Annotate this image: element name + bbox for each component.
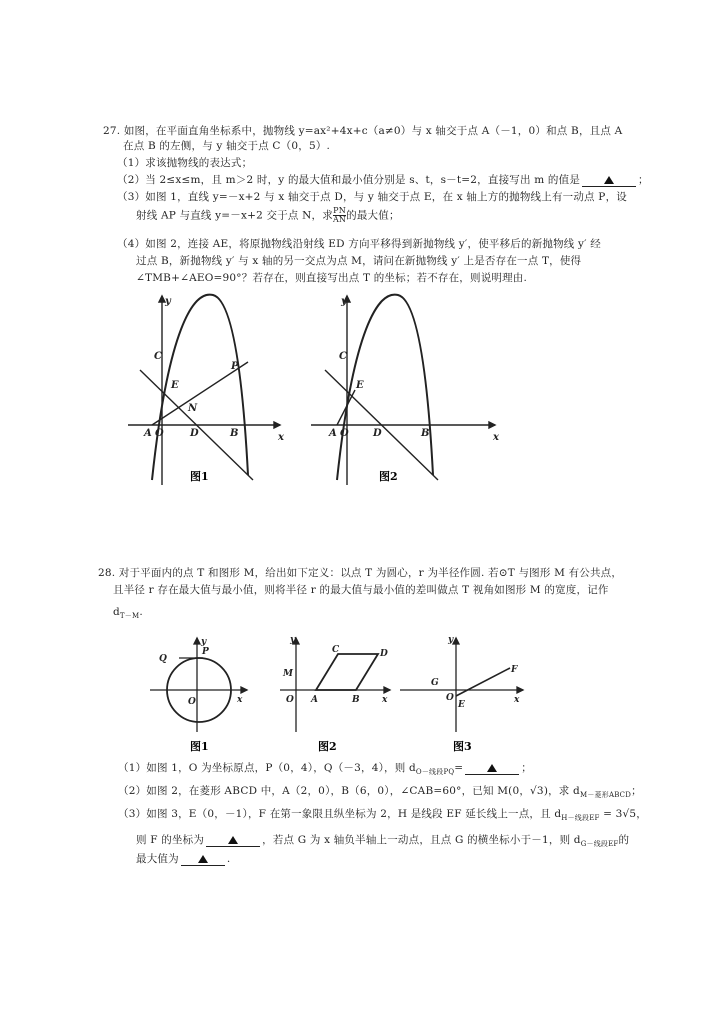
answer-blank[interactable]	[582, 174, 636, 187]
label-y: y	[341, 296, 347, 307]
segment-ae	[337, 390, 355, 425]
figure-caption: 图1	[190, 470, 209, 483]
label-e: E	[356, 380, 364, 391]
label-y: y	[201, 637, 207, 647]
label-d: D	[373, 428, 382, 439]
q28-line-2: 且半径 r 存在最大值与最小值，则将半径 r 的最大值与最小值的差叫做点 T 视角如图形 M 的宽度，记作	[113, 584, 609, 596]
label-d: D	[380, 649, 388, 659]
label-p: P	[202, 647, 209, 657]
triangle-icon	[604, 176, 614, 184]
q27-figure-1	[118, 290, 288, 500]
q27-part2: （2）当 2≤x≤m，且 m＞2 时，y 的最大值和最小值分别是 s、t，s－t=2，直接写出 m 的值是 ；	[117, 174, 649, 186]
q27-figure-2	[303, 290, 503, 500]
x-axis-arrow	[241, 687, 247, 693]
label-y: y	[290, 635, 296, 645]
q27-line-2: 在点 B 的左侧，与 y 轴交于点 C（0，5）.	[123, 140, 331, 152]
label-b: B	[421, 428, 430, 439]
label-o: O	[340, 428, 349, 439]
label-x: x	[514, 695, 520, 705]
segment-ef	[456, 668, 510, 696]
answer-blank[interactable]	[465, 762, 519, 775]
label-f: F	[511, 665, 518, 675]
answer-blank[interactable]	[206, 834, 260, 847]
label-y: y	[165, 296, 171, 307]
label-g: G	[431, 678, 439, 688]
q27-part4-cont: 过点 B，新抛物线 y′ 与 x 轴的另一交点为点 M，请问在新抛物线 y′ 上是否存在一点 T，使得	[136, 255, 582, 267]
q28-part3-cont: 则 F 的坐标为 ，若点 G 为 x 轴负半轴上一动点，且点 G 的横坐标小于－1，则 $d_{G-线段EF}$的	[136, 834, 630, 849]
label-b: B	[352, 695, 360, 705]
q28-part3: （3）如图 3，E（0，－1），F 在第一象限且纵坐标为 2，H 是线段 EF 延长线上一点，且 $d_{H-线段EF} = 3√5$，	[118, 808, 648, 823]
label-p: P	[231, 361, 239, 372]
label-x: x	[278, 432, 284, 443]
triangle-icon	[228, 836, 238, 844]
q27-part3: （3）如图 1，直线 y=－x+2 与 x 轴交于点 D，与 y 轴交于点 E，在 x 轴上方的抛物线上有一动点 P，设	[117, 191, 627, 203]
label-o: O	[286, 695, 294, 705]
figure-caption: 图1	[190, 740, 209, 753]
y-axis-arrow	[194, 638, 200, 644]
label-e: E	[458, 700, 465, 710]
y-axis-arrow	[453, 638, 459, 644]
label-c: C	[154, 351, 162, 362]
q27-part3-cont: 射线 AP 与直线 y=－x+2 交于点 N，求 $\frac{PN}{AN}$ 的最大值；	[136, 206, 400, 224]
label-x: x	[382, 695, 388, 705]
label-a: A	[144, 428, 152, 439]
x-axis-arrow	[384, 687, 390, 693]
label-x: x	[237, 695, 243, 705]
label-o: O	[446, 693, 454, 703]
label-n: N	[188, 403, 198, 414]
q27-part4: （4）如图 2，连接 AE，将原抛物线沿射线 ED 方向平移得到新抛物线 y′，使平移后的新抛物线 y′ 经	[117, 238, 601, 250]
parabola	[152, 295, 248, 480]
q27-line-1: 27. 如图，在平面直角坐标系中，抛物线 y=ax²+4x+c（a≠0）与 x 轴交于点 A（－1，0）和点 B，且点 A	[103, 125, 623, 137]
q28-line-3: $d_{T-M}$.	[113, 606, 143, 621]
q28-figure-1	[145, 632, 255, 757]
triangle-icon	[487, 764, 497, 772]
fraction-pn-an: $\frac{PN}{AN}$	[332, 206, 347, 224]
label-o: O	[155, 428, 164, 439]
q28-figure-2	[278, 632, 393, 757]
q27-part1: （1）求该抛物线的表达式；	[117, 157, 253, 169]
label-y: y	[448, 635, 454, 645]
x-axis-arrow	[489, 422, 495, 428]
q27-part4-cont2: ∠TMB+∠AEO=90°？若存在，则直接写出点 T 的坐标；若不存在，则说明理由.	[136, 272, 528, 284]
answer-blank[interactable]	[181, 853, 225, 866]
label-a: A	[329, 428, 337, 439]
label-c: C	[339, 351, 347, 362]
label-x: x	[493, 432, 499, 443]
label-o: O	[188, 697, 196, 707]
q28-line-1: 28. 对于平面内的点 T 和图形 M，给出如下定义：以点 T 为圆心，r 为半径作圆. 若⊙T 与图形 M 有公共点，	[98, 567, 623, 579]
figure-caption: 图2	[379, 470, 398, 483]
q28-part1: （1）如图 1，O 为坐标原点，P（0，4），Q（－3，4），则 $d_{O-线段PQ}=$ ；	[118, 762, 532, 777]
label-m: M	[283, 669, 293, 679]
figure-caption: 图2	[318, 740, 337, 753]
label-b: B	[230, 428, 239, 439]
label-q: Q	[159, 654, 167, 664]
label-e: E	[171, 380, 179, 391]
label-a: A	[311, 695, 318, 705]
label-c: C	[332, 645, 340, 655]
rhombus-abcd	[316, 654, 378, 690]
figure-caption: 图3	[453, 740, 472, 753]
x-axis-arrow	[517, 687, 523, 693]
parabola	[337, 295, 433, 480]
x-axis-arrow	[274, 422, 280, 428]
triangle-icon	[198, 855, 208, 863]
q28-part3-cont2: 最大值为 .	[136, 853, 231, 865]
q28-part2: （2）如图 2，在菱形 ABCD 中，A（2，0），B（6，0），∠CAB=60°，已知 M(0，√3)，求 $d_{M-菱形ABCD}$；	[118, 785, 642, 800]
label-d: D	[190, 428, 199, 439]
q28-figure-3	[398, 632, 528, 757]
